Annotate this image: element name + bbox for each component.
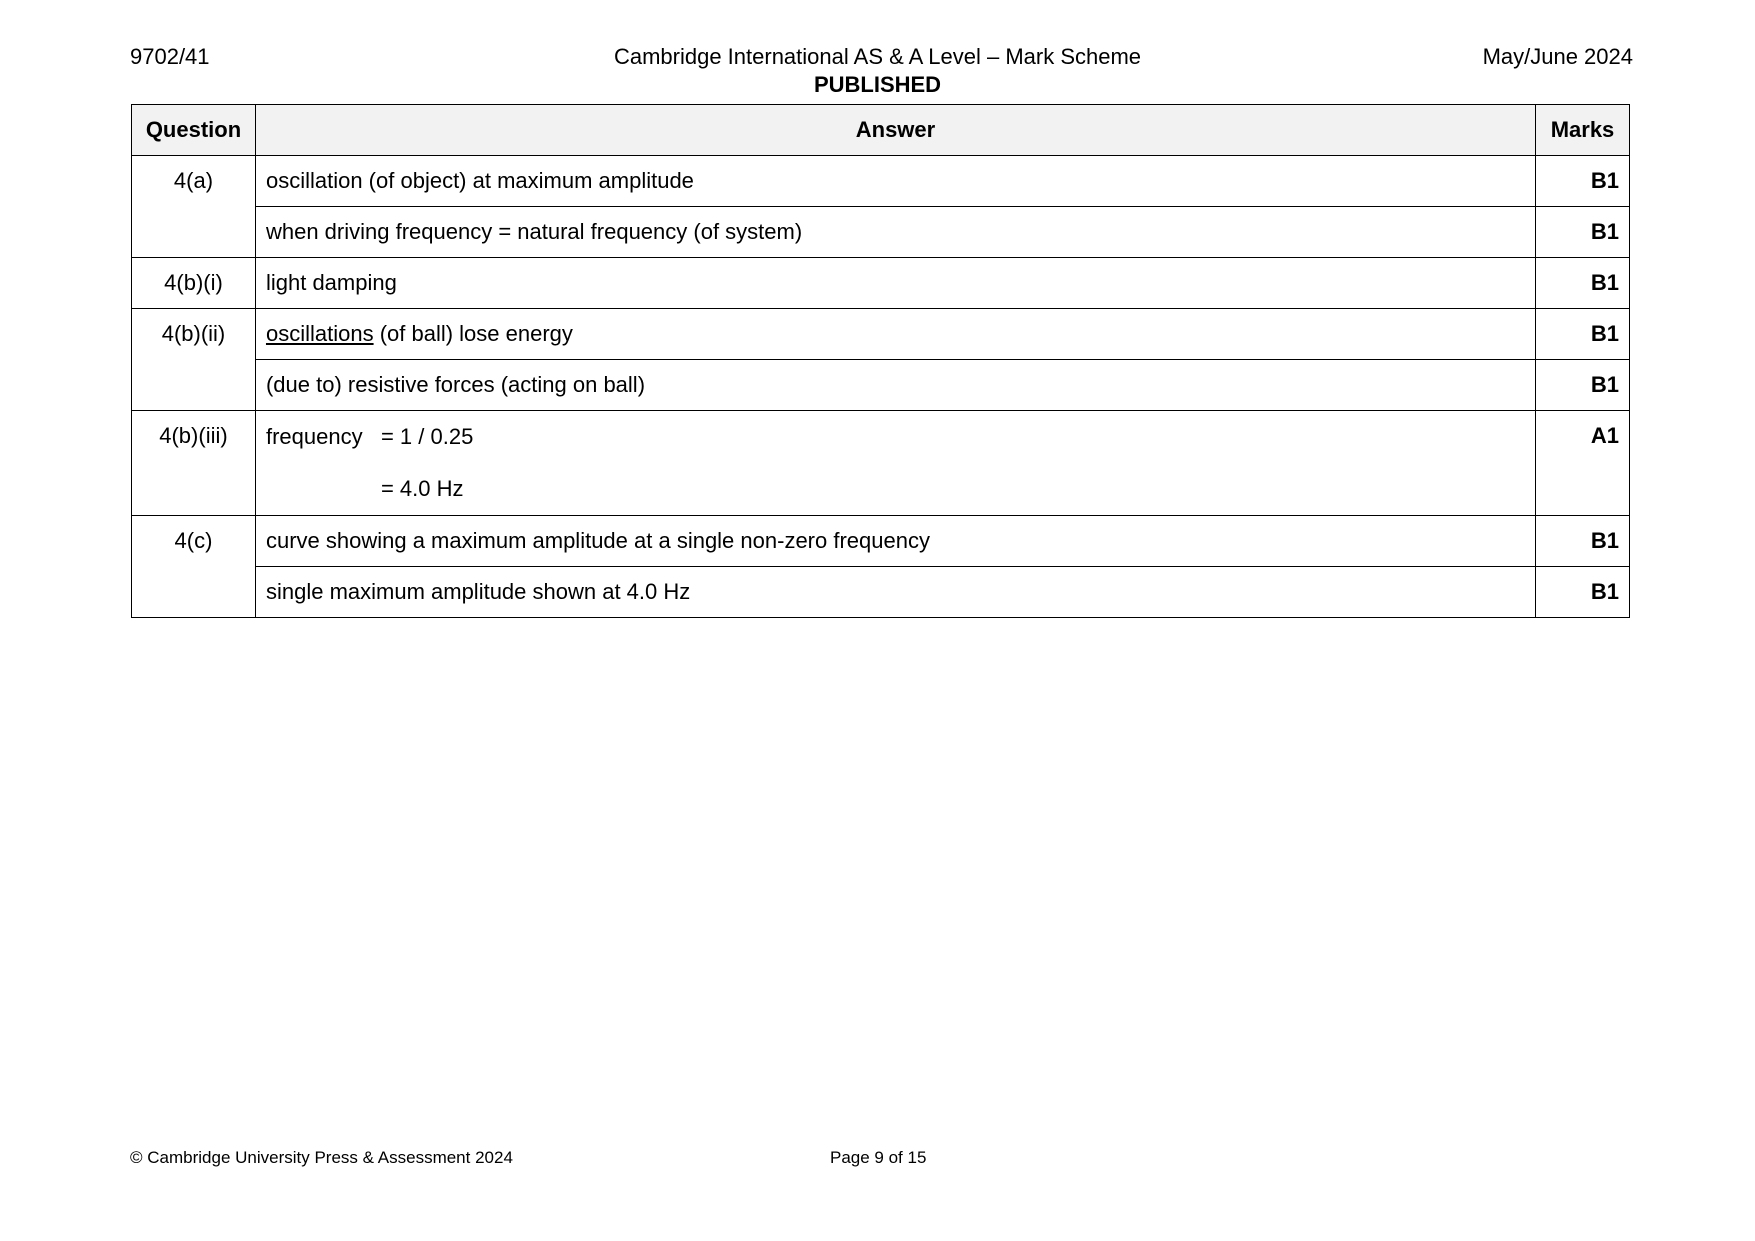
page-number: Page 9 of 15 xyxy=(830,1148,927,1167)
answer-text: (of ball) lose energy xyxy=(373,321,573,346)
published-label: PUBLISHED xyxy=(813,72,942,97)
paper-code: 9702/41 xyxy=(130,44,210,69)
question-number: 4(b)(iii) xyxy=(132,411,256,516)
question-number: 4(b)(i) xyxy=(132,258,256,309)
underlined-keyword: oscillations xyxy=(265,321,374,346)
answer-text: single maximum amplitude shown at 4.0 Hz xyxy=(255,567,1535,618)
answer-text: light damping xyxy=(255,258,1535,309)
mark-code: B1 xyxy=(1536,360,1630,411)
working-line-2 xyxy=(266,463,1525,515)
table-row xyxy=(132,567,1630,618)
column-header-answer: Answer xyxy=(255,105,1535,156)
answer-text: oscillation (of object) at maximum amplitude xyxy=(255,156,1535,207)
document-title: Cambridge International AS & A Level – Mark Scheme xyxy=(613,44,1142,69)
table-row xyxy=(132,258,1630,309)
table-row xyxy=(132,411,1630,516)
table-row xyxy=(132,156,1630,207)
exam-session: May/June 2024 xyxy=(1482,44,1633,69)
mark-code: B1 xyxy=(1536,207,1630,258)
answer-text: curve showing a maximum amplitude at a single non-zero frequency xyxy=(255,516,1535,567)
working-line-1 xyxy=(266,411,1525,463)
question-number: 4(a) xyxy=(132,156,256,258)
copyright-notice: © Cambridge University Press & Assessment 2024 xyxy=(130,1148,513,1167)
mark-scheme-table xyxy=(131,104,1630,618)
mark-code: B1 xyxy=(1536,309,1630,360)
working-step: = 1 / 0.25 xyxy=(380,424,474,449)
mark-code: A1 xyxy=(1536,411,1630,516)
answer-cell xyxy=(255,309,1535,360)
mark-code: B1 xyxy=(1536,258,1630,309)
table-row xyxy=(132,309,1630,360)
answer-text: (due to) resistive forces (acting on ball) xyxy=(255,360,1535,411)
column-header-question: Question xyxy=(132,105,256,156)
mark-code: B1 xyxy=(1536,516,1630,567)
question-number: 4(c) xyxy=(132,516,256,618)
table-row xyxy=(132,360,1630,411)
mark-code: B1 xyxy=(1536,567,1630,618)
working-result: = 4.0 Hz xyxy=(380,476,464,501)
mark-code: B1 xyxy=(1536,156,1630,207)
answer-working xyxy=(255,411,1535,516)
question-number: 4(b)(ii) xyxy=(132,309,256,411)
column-header-marks: Marks xyxy=(1536,105,1630,156)
table-row xyxy=(132,207,1630,258)
table-row xyxy=(132,516,1630,567)
answer-text: when driving frequency = natural frequency (of system) xyxy=(255,207,1535,258)
table-header-row xyxy=(132,105,1630,156)
working-label: frequency xyxy=(265,424,363,449)
